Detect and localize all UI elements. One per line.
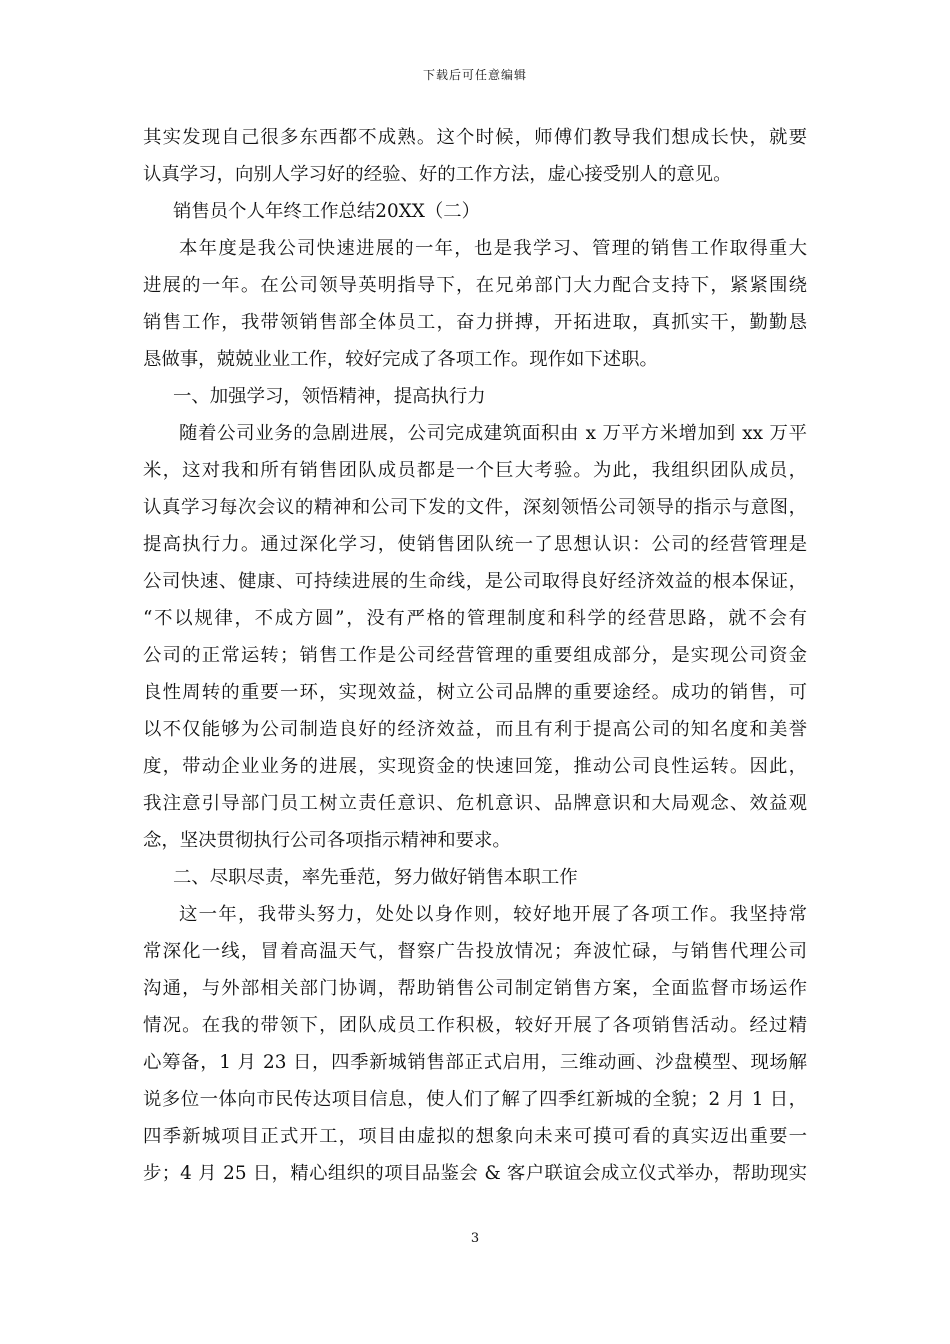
page-number: 3 [470, 1231, 480, 1246]
text-line: 随着公司业务的急剧进展，公司完成建筑面积由 x 万平方米增加到 xx 万平 [179, 423, 807, 444]
text-line: 常深化一线，冒着高温天气，督察广告投放情况；奔波忙碌，与销售代理公司 [143, 941, 807, 962]
text-line: 本年度是我公司快速进展的一年，也是我学习、管理的销售工作取得重大 [179, 238, 807, 259]
text-line: 步；4 月 25 日，精心组织的项目品鉴会 & 客户联谊会成立仪式举办，帮助现实 [143, 1163, 807, 1184]
text-line: 说多位一体向市民传达项目信息，使人们了解了四季红新城的全貌；2 月 1 日， [143, 1089, 807, 1110]
text-line: 度，带动企业业务的进展，实现资金的快速回笼，推动公司良性运转。因此， [143, 756, 807, 777]
text-line: 公司的正常运转；销售工作是公司经营管理的重要组成部分，是实现公司资金 [143, 645, 807, 666]
text-line: 我注意引导部门员工树立责任意识、危机意识、品牌意识和大局观念、效益观 [143, 793, 807, 814]
text-line: 沟通，与外部相关部门协调，帮助销售公司制定销售方案，全面监督市场运作 [143, 978, 807, 999]
text-line: 米，这对我和所有销售团队成员都是一个巨大考验。为此，我组织团队成员， [143, 460, 807, 481]
text-line: 以不仅能够为公司制造良好的经济效益，而且有利于提高公司的知名度和美誉 [143, 719, 807, 740]
text-line: 情况。在我的带领下，团队成员工作积极，较好开展了各项销售活动。经过精 [143, 1015, 807, 1036]
text-line: 销售工作，我带领销售部全体员工，奋力拼搏，开拓进取，真抓实干，勤勤恳 [143, 312, 807, 333]
text-line: 恳做事，兢兢业业工作，较好完成了各项工作。现作如下述职。 [143, 349, 658, 370]
text-line: 提高执行力。通过深化学习，使销售团队统一了思想认识：公司的经营管理是 [143, 534, 807, 555]
text-line: 认真学习每次会议的精神和公司下发的文件，深刻领悟公司领导的指示与意图， [143, 497, 807, 518]
text-line: 认真学习，向别人学习好的经验、好的工作方法，虚心接受别人的意见。 [143, 164, 732, 185]
section-heading: 二、尽职尽责，率先垂范，努力做好销售本职工作 [173, 867, 578, 888]
document-body [143, 119, 807, 1192]
page-header: 下载后可任意编辑 [422, 68, 527, 82]
section-heading: 一、加强学习，领悟精神，提高执行力 [173, 386, 486, 407]
text-line: 公司快速、健康、可持续进展的生命线，是公司取得良好经济效益的根本保证， [143, 571, 807, 592]
section-title: 销售员个人年终工作总结20XX（二） [173, 201, 481, 222]
text-line: 四季新城项目正式开工，项目由虚拟的想象向未来可摸可看的真实迈出重要一 [143, 1126, 807, 1147]
text-line: 其实发现自己很多东西都不成熟。这个时候，师傅们教导我们想成长快，就要 [143, 127, 807, 148]
text-line: 念，坚决贯彻执行公司各项指示精神和要求。 [143, 830, 511, 851]
text-line: “不以规律，不成方圆”，没有严格的管理制度和科学的经营思路，就不会有 [143, 608, 807, 629]
text-line: 良性周转的重要一环，实现效益，树立公司品牌的重要途经。成功的销售，可 [143, 682, 807, 703]
text-line: 心筹备，1 月 23 日，四季新城销售部正式启用，三维动画、沙盘模型、现场解 [143, 1052, 807, 1073]
text-line: 这一年，我带头努力，处处以身作则，较好地开展了各项工作。我坚持常 [179, 904, 807, 925]
text-line: 进展的一年。在公司领导英明指导下，在兄弟部门大力配合支持下，紧紧围绕 [143, 275, 807, 296]
